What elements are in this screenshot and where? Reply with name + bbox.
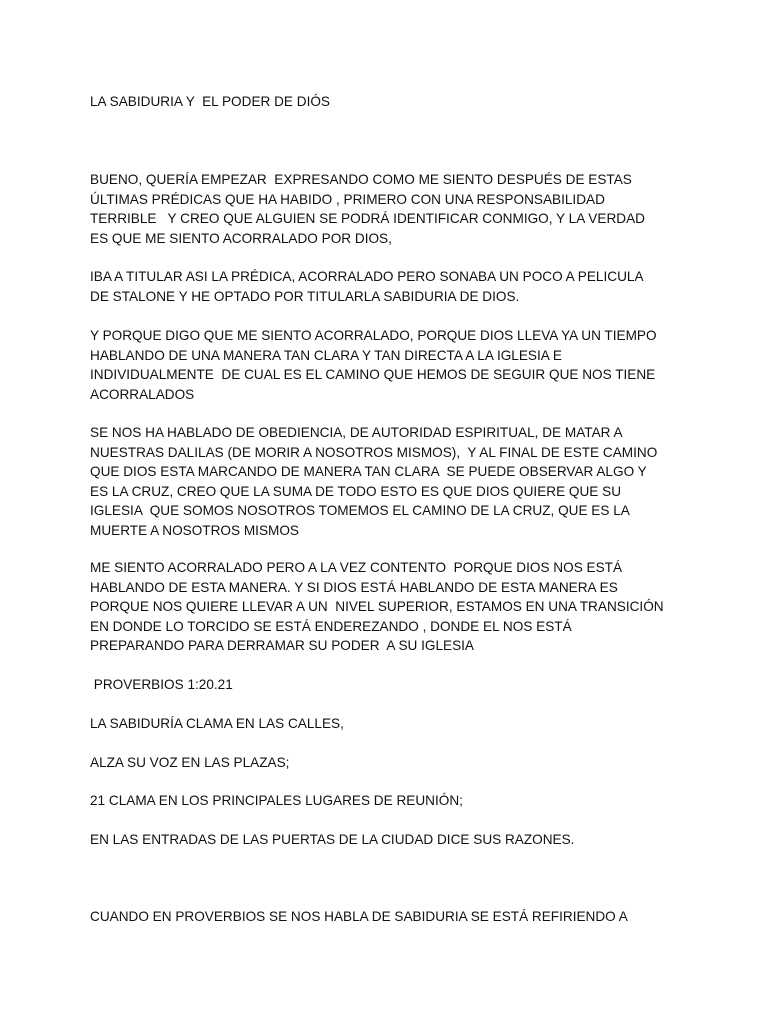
paragraph-3-line-2: HABLANDO DE UNA MANERA TAN CLARA Y TAN DIRECTA A LA IGLESIA E — [90, 347, 562, 363]
verse-line-3: 21 CLAMA EN LOS PRINCIPALES LUGARES DE REUNIÓN; — [90, 793, 463, 808]
paragraph-5-line-2: HABLANDO DE ESTA MANERA. Y SI DIOS ESTÁ HABLANDO DE ESTA MANERA ES — [90, 579, 618, 595]
paragraph-4-line-4: ES LA CRUZ, CREO QUE LA SUMA DE TODO ESTO ES QUE DIOS QUIERE QUE SU — [90, 483, 622, 499]
scripture-reference: PROVERBIOS 1:20.21 — [90, 677, 233, 692]
paragraph-1-line-1: BUENO, QUERÍA EMPEZAR EXPRESANDO COMO ME SIENTO DESPUÉS DE ESTAS — [90, 172, 632, 187]
paragraph-5-line-3: PORQUE NOS QUIERE LLEVAR A UN NIVEL SUPERIOR, ESTAMOS EN UNA TRANSICIÓN — [90, 599, 664, 614]
paragraph-4-line-6: MUERTE A NOSOTROS MISMOS — [90, 522, 299, 538]
paragraph-1-line-2: ÚLTIMAS PRÉDICAS QUE HA HABIDO , PRIMERO CON UNA RESPONSABILIDAD — [90, 191, 605, 207]
verse-line-4: EN LAS ENTRADAS DE LAS PUERTAS DE LA CIUDAD DICE SUS RAZONES. — [90, 832, 575, 847]
paragraph-3-line-3: INDIVIDUALMENTE DE CUAL ES EL CAMINO QUE HEMOS DE SEGUIR QUE NOS TIENE — [90, 367, 656, 382]
paragraph-4-line-5: IGLESIA QUE SOMOS NOSOTROS TOMEMOS EL CAMINO DE LA CRUZ, QUE ES LA — [90, 503, 630, 518]
document-title: LA SABIDURIA Y EL PODER DE DIÓS — [90, 94, 330, 109]
paragraph-3-line-4: ACORRALADOS — [90, 386, 195, 402]
paragraph-1-line-3: TERRIBLE Y CREO QUE ALGUIEN SE PODRÁ IDENTIFICAR CONMIGO, Y LA VERDAD — [90, 211, 645, 226]
paragraph-5-line-1: ME SIENTO ACORRALADO PERO A LA VEZ CONTENTO PORQUE DIOS NOS ESTÁ — [90, 560, 623, 575]
paragraph-4-line-2: NUESTRAS DALILAS (DE MORIR A NOSOTROS MISMOS), Y AL FINAL DE ESTE CAMINO — [90, 444, 658, 460]
closing-line: CUANDO EN PROVERBIOS SE NOS HABLA DE SABIDURIA SE ESTÁ REFIRIENDO A — [90, 909, 628, 924]
paragraph-2-line-1: IBA A TITULAR ASI LA PRÉDICA, ACORRALADO PERO SONABA UN POCO A PELICULA — [90, 269, 644, 284]
paragraph-2-line-2: DE STALONE Y HE OPTADO POR TITULARLA SABIDURIA DE DIOS. — [90, 288, 520, 304]
paragraph-1-line-4: ES QUE ME SIENTO ACORRALADO POR DIOS, — [90, 230, 392, 246]
paragraph-4-line-3: QUE DIOS ESTA MARCANDO DE MANERA TAN CLARA SE PUEDE OBSERVAR ALGO Y — [90, 464, 647, 479]
paragraph-3-line-1: Y PORQUE DIGO QUE ME SIENTO ACORRALADO, PORQUE DIOS LLEVA YA UN TIEMPO — [90, 328, 657, 343]
paragraph-4-line-1: SE NOS HA HABLADO DE OBEDIENCIA, DE AUTORIDAD ESPIRITUAL, DE MATAR A — [90, 425, 623, 440]
paragraph-5-line-5: PREPARANDO PARA DERRAMAR SU PODER A SU IGLESIA — [90, 638, 474, 653]
paragraph-5-line-4: EN DONDE LO TORCIDO SE ESTÁ ENDEREZANDO , DONDE EL NOS ESTÁ — [90, 618, 572, 634]
verse-line-2: ALZA SU VOZ EN LAS PLAZAS; — [90, 755, 290, 770]
verse-line-1: LA SABIDURÍA CLAMA EN LAS CALLES, — [90, 716, 344, 731]
